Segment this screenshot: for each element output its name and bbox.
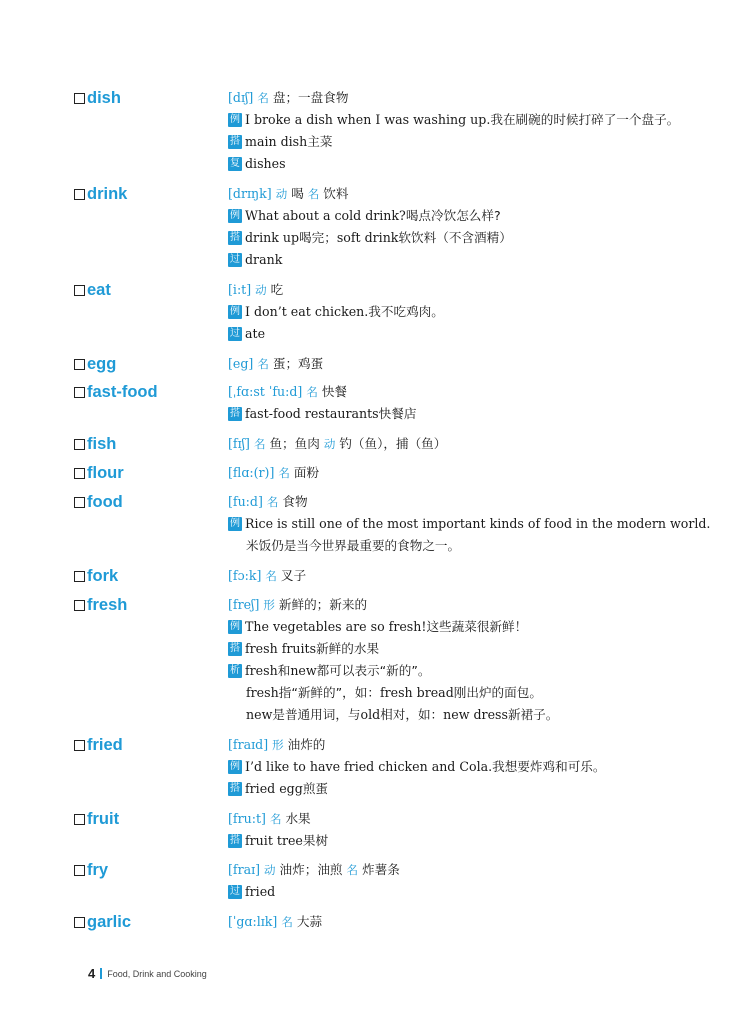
tag-icon: 搭 [230,232,240,243]
detail-line [228,883,698,905]
checkbox-icon[interactable] [74,865,85,876]
english-text: I don’t eat chicken. [245,304,369,319]
headword[interactable] [74,355,116,373]
headword[interactable] [74,89,121,107]
meaning: 面粉 [293,465,320,480]
entry-content [228,281,698,347]
chinese-text: 煎蛋 [302,781,328,796]
detail-line [228,758,698,780]
detail-line [228,640,698,662]
english-text: I broke a dish when I was washing up. [245,112,491,127]
detail-line [228,133,698,155]
phonetic: [ˌfɑ:st ˈfu:d] [228,384,303,399]
checkbox-icon[interactable] [74,439,85,450]
meaning: 蛋；鸡蛋 [272,356,324,371]
headword-text: flour [87,464,124,482]
headword-text: garlic [87,913,132,931]
english-text: old [360,707,381,722]
detail-line [228,684,698,706]
detail-line [228,832,698,854]
entry-content [228,736,698,802]
definition-line [228,493,698,515]
checkbox-icon[interactable] [74,497,85,508]
english-text: soft drink [336,230,399,245]
detail-line [228,325,698,347]
checkbox-icon[interactable] [74,571,85,582]
page-footer [88,966,207,981]
english-text: new [246,707,273,722]
english-text: fast-food restaurants [245,406,379,421]
entry-content [228,913,698,935]
chapter-title: Food, Drink and Cooking [107,968,207,979]
english-text: fruit tree [245,833,303,848]
phonetic: [freʃ] [228,597,260,612]
footer-divider [100,968,102,979]
headword[interactable] [74,596,127,614]
english-text: fresh fruits [245,641,317,656]
part-of-speech: 动 [323,437,336,451]
entry-content [228,567,698,589]
headword[interactable] [74,567,118,585]
meaning: 食物 [282,494,308,509]
tag-icon: 搭 [230,643,240,654]
english-text: fried egg [245,781,303,796]
meaning: 饮料 [323,186,349,201]
tag-icon: 过 [230,254,240,265]
headword-text: fried [87,736,123,754]
english-text: fresh [245,663,278,678]
tag-icon: 例 [230,761,240,772]
english-text: What about a cold drink? [245,208,406,223]
tag-icon: 过 [230,328,240,339]
page-number: 4 [88,966,96,981]
meaning: 大蒜 [296,914,323,929]
tag-icon: 过 [230,886,240,897]
part-of-speech: 名 [306,385,318,399]
checkbox-icon[interactable] [74,387,85,398]
detail-line [228,706,698,728]
headword-text: fruit [87,810,120,828]
entry-content [228,185,698,273]
phonetic: [eg] [228,356,254,371]
entry-content [228,89,698,177]
tag-icon: 例 [230,306,240,317]
headword-text: fish [87,435,117,453]
part-of-speech: 形 [272,738,284,752]
entry-content [228,810,698,854]
english-text: ate [245,326,266,341]
meaning: 炸薯条 [362,862,400,877]
headword-text: egg [87,355,117,373]
detail-line [228,618,698,640]
headword[interactable] [74,736,123,754]
meaning: 油炸；油煎 [279,862,343,877]
part-of-speech: 名 [278,466,290,480]
part-of-speech: 动 [264,863,276,877]
detail-line [228,229,698,251]
chinese-text: 软饮料（不含酒精） [398,230,512,245]
phonetic: [ˈgɑ:lɪk] [228,914,278,929]
definition-line [228,383,698,405]
checkbox-icon[interactable] [74,740,85,751]
phonetic: [flɑ:(r)] [228,465,275,480]
tag-icon: 搭 [230,783,240,794]
detail-line [228,537,698,559]
definition-line [228,913,698,935]
meaning: 水果 [285,811,311,826]
definition-line [228,185,698,207]
chinese-text: 新鲜的水果 [316,641,380,656]
meaning: 吃 [270,282,284,297]
headword[interactable] [74,185,127,203]
meaning: 鱼；鱼肉 [269,436,320,451]
english-text: dishes [245,156,286,171]
chinese-text: 新裙子。 [507,707,559,722]
english-text: The vegetables are so fresh! [245,619,427,634]
chinese-text: 这些蔬菜很新鲜！ [426,619,528,634]
checkbox-icon[interactable] [74,189,85,200]
chinese-text: 我不吃鸡肉。 [368,304,444,319]
headword[interactable] [74,435,116,453]
chinese-text: 主菜 [307,134,333,149]
entry-content [228,596,698,728]
phonetic: [fɪʃ] [228,436,250,451]
chinese-text: 是普通用词，与 [272,707,361,722]
chinese-text: 米饭仍是当今世界最重要的食物之一。 [246,538,461,553]
english-text: main dish [245,134,308,149]
phonetic: [dɪʃ] [228,90,254,105]
tag-icon: 搭 [230,136,240,147]
part-of-speech: 动 [255,283,267,297]
entry-content [228,464,698,486]
chinese-text: 都可以表示“新的”。 [316,663,431,678]
phonetic: [fru:t] [228,811,266,826]
detail-line [228,207,698,229]
meaning: 钓（鱼），捕（鱼） [339,436,447,451]
checkbox-icon[interactable] [74,468,85,479]
headword-text: drink [87,185,128,203]
entry-content [228,355,698,377]
definition-line [228,281,698,303]
part-of-speech: 名 [257,357,269,371]
detail-line [228,303,698,325]
meaning: 快餐 [321,384,348,399]
definition-line [228,464,698,486]
part-of-speech: 名 [346,863,359,877]
tag-icon: 例 [230,518,240,529]
detail-line [228,405,698,427]
definition-line [228,89,698,111]
tag-icon: 例 [230,210,240,221]
tag-icon: 搭 [230,408,240,419]
detail-line [228,155,698,177]
tag-icon: 例 [230,621,240,632]
part-of-speech: 名 [257,91,269,105]
chinese-text: 我在刷碗的时候打碎了一个盘子。 [490,112,680,127]
headword-text: fast-food [87,383,158,401]
phonetic: [fɔ:k] [228,568,262,583]
tag-icon: 复 [230,158,240,169]
tag-icon: 析 [230,665,240,676]
headword[interactable] [74,913,131,931]
phonetic: [fraɪ] [228,862,261,877]
chinese-text: 和 [277,663,291,678]
part-of-speech: 名 [307,187,320,201]
phonetic: [i:t] [228,282,252,297]
part-of-speech: 名 [265,569,277,583]
english-text: drink up [245,230,300,245]
checkbox-icon[interactable] [74,917,85,928]
chinese-text: 指“新鲜的”，如： [278,685,380,700]
detail-line [228,251,698,273]
headword-text: fresh [87,596,128,614]
checkbox-icon[interactable] [74,285,85,296]
phonetic: [fraɪd] [228,737,269,752]
checkbox-icon[interactable] [74,600,85,611]
chinese-text: 喝点冷饮怎么样? [405,208,501,223]
tag-icon: 搭 [230,835,240,846]
headword-text: food [87,493,123,511]
definition-line [228,810,698,832]
headword-text: dish [87,89,121,107]
headword[interactable] [74,861,108,879]
definition-line [228,435,698,457]
detail-line [228,111,698,133]
part-of-speech: 名 [266,495,279,509]
headword-text: eat [87,281,111,299]
part-of-speech: 名 [253,437,266,451]
definition-line [228,861,698,883]
english-text: new [290,663,317,678]
english-text: new dress [443,707,508,722]
part-of-speech: 名 [281,915,293,929]
chinese-text: 果树 [302,833,329,848]
checkbox-icon[interactable] [74,814,85,825]
checkbox-icon[interactable] [74,93,85,104]
checkbox-icon[interactable] [74,359,85,370]
headword[interactable] [74,383,158,401]
chinese-text: 相对，如： [380,707,444,722]
phonetic: [fu:d] [228,494,263,509]
english-text: I’d like to have fried chicken and Cola. [245,759,493,774]
phonetic: [drɪŋk] [228,186,272,201]
part-of-speech: 名 [269,812,282,826]
chinese-text: 快餐店 [378,406,417,421]
definition-line [228,736,698,758]
definition-line [228,355,698,377]
part-of-speech: 形 [263,598,275,612]
headword-text: fork [87,567,119,585]
detail-line [228,515,711,537]
headword[interactable] [74,281,111,299]
headword[interactable] [74,810,119,828]
entry-content [228,435,698,457]
headword[interactable] [74,464,124,482]
english-text: Rice is still one of the most important kinds of food in the modern world. [245,516,711,531]
meaning: 喝 [291,186,304,201]
detail-line [228,662,698,684]
part-of-speech: 动 [275,187,288,201]
meaning: 新鲜的；新来的 [278,597,368,612]
definition-line [228,596,698,618]
meaning: 油炸的 [287,737,326,752]
entry-content [228,383,698,427]
chinese-text: 刚出炉的面包。 [453,685,542,700]
english-text: fresh bread [379,685,454,700]
english-text: drank [245,252,283,267]
detail-line [228,780,698,802]
english-text: fresh [246,685,279,700]
entry-content [228,861,698,905]
meaning: 叉子 [280,568,307,583]
chinese-text: 我想要炸鸡和可乐。 [492,759,606,774]
tag-icon: 例 [230,114,240,125]
headword[interactable] [74,493,123,511]
headword-text: fry [87,861,109,879]
meaning: 盘；一盘食物 [272,90,349,105]
english-text: fried [245,884,276,899]
entry-content [228,493,711,559]
definition-line [228,567,698,589]
chinese-text: 喝完； [299,230,337,245]
